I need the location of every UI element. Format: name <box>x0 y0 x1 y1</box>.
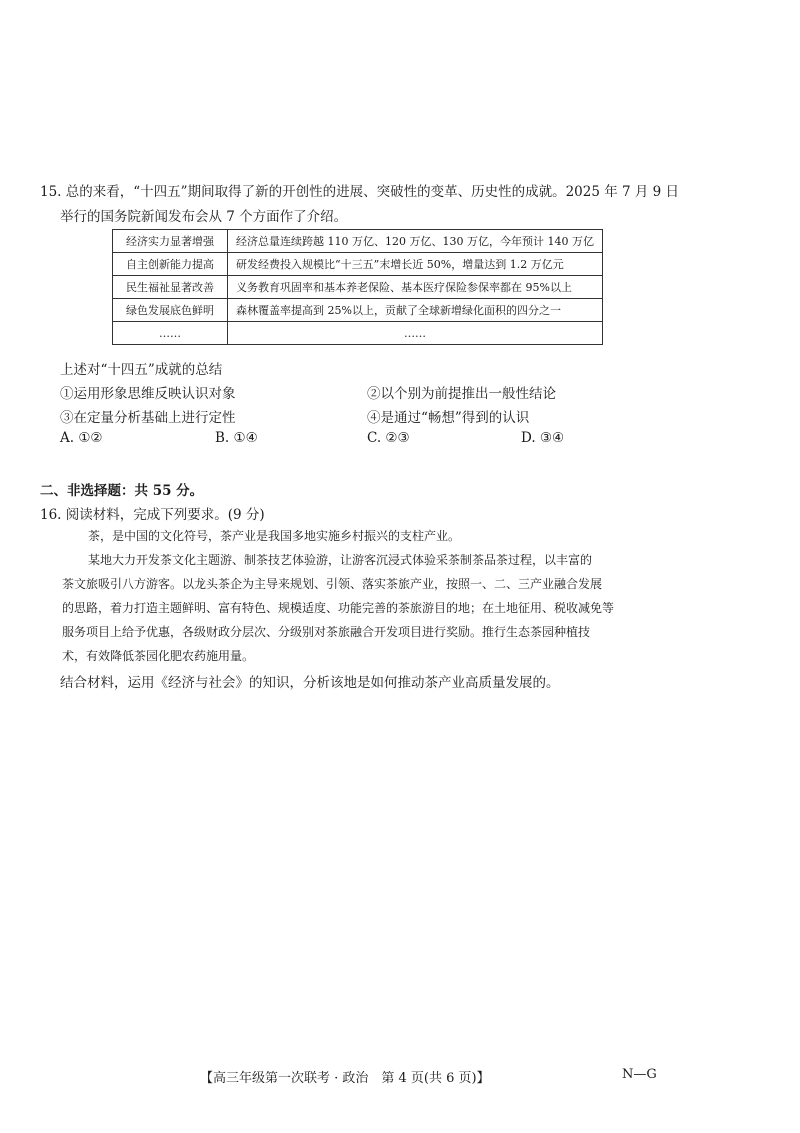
q16-title: 16. 阅读材料，完成下列要求。(9 分) <box>40 507 265 523</box>
q15-option-3: ③在定量分析基础上进行定性 <box>60 410 236 426</box>
q16-para2-line: 茶文旅吸引八方游客。以龙头茶企为主导来规划、引领、落实茶旅产业，按照一、二、三产业融合发展 <box>62 577 603 591</box>
table-row <box>113 253 603 276</box>
q15-line2: 举行的国务院新闻发布会从 7 个方面作了介绍。 <box>60 209 348 225</box>
table-cell-aspect: 经济实力显著增强 <box>113 230 228 253</box>
table-cell-detail: …… <box>228 322 603 345</box>
table-cell-aspect: …… <box>113 322 228 345</box>
q15-option-2: ②以个别为前提推出一般性结论 <box>367 386 556 402</box>
q16-para2-line: 的思路，着力打造主题鲜明、富有特色、规模适度、功能完善的茶旅游目的地；在土地征用、税收减免等 <box>62 601 615 615</box>
table-cell-detail: 研发经费投入规模比“十三五”末增长近 50%，增量达到 1.2 万亿元 <box>228 253 603 276</box>
q16-para1: 茶，是中国的文化符号，茶产业是我国多地实施乡村振兴的支柱产业。 <box>88 529 461 543</box>
table-cell-detail: 义务教育巩固率和基本养老保险、基本医疗保险参保率都在 95%以上 <box>228 276 603 299</box>
footer-title: 【高三年级第一次联考 · 政治 第 4 页(共 6 页)】 <box>200 1071 490 1086</box>
q15-choice-b: B. ①④ <box>215 430 258 446</box>
table-row <box>113 230 603 253</box>
footer-code: N—G <box>622 1067 657 1082</box>
q15-table <box>112 229 603 345</box>
q15-stem: 上述对“十四五”成就的总结 <box>60 362 223 378</box>
q15-line1: 15. 总的来看，“十四五”期间取得了新的开创性的进展、突破性的变革、历史性的成就。2025 年 7 月 9 日 <box>40 184 680 200</box>
q15-choice-c: C. ②③ <box>367 430 410 446</box>
table-cell-aspect: 自主创新能力提高 <box>113 253 228 276</box>
table-cell-detail: 经济总量连续跨越 110 万亿、120 万亿、130 万亿，今年预计 140 万亿 <box>228 230 603 253</box>
q16-para2-line: 术，有效降低茶园化肥农药施用量。 <box>62 649 255 663</box>
q16-para2-line: 服务项目上给予优惠，各级财政分层次、分级别对茶旅融合开发项目进行奖励。推行生态茶园种植技 <box>62 625 591 639</box>
table-row <box>113 299 603 322</box>
q15-option-4: ④是通过“畅想”得到的认识 <box>367 410 530 426</box>
q15-option-1: ①运用形象思维反映认识对象 <box>60 386 236 402</box>
section-title: 二、非选择题：共 55 分。 <box>40 483 204 499</box>
table-row <box>113 322 603 345</box>
table-cell-detail: 森林覆盖率提高到 25%以上，贡献了全球新增绿化面积的四分之一 <box>228 299 603 322</box>
table-cell-aspect: 绿色发展底色鲜明 <box>113 299 228 322</box>
q16-question: 结合材料，运用《经济与社会》的知识，分析该地是如何推动茶产业高质量发展的。 <box>60 675 560 691</box>
q16-para2-line: 某地大力开发茶文化主题游、制茶技艺体验游，让游客沉浸式体验采茶制茶品茶过程，以丰富的 <box>88 553 593 567</box>
q15-choice-d: D. ③④ <box>521 430 565 446</box>
table-cell-aspect: 民生福祉显著改善 <box>113 276 228 299</box>
q15-choice-a: A. ①② <box>60 430 103 446</box>
table-row <box>113 276 603 299</box>
